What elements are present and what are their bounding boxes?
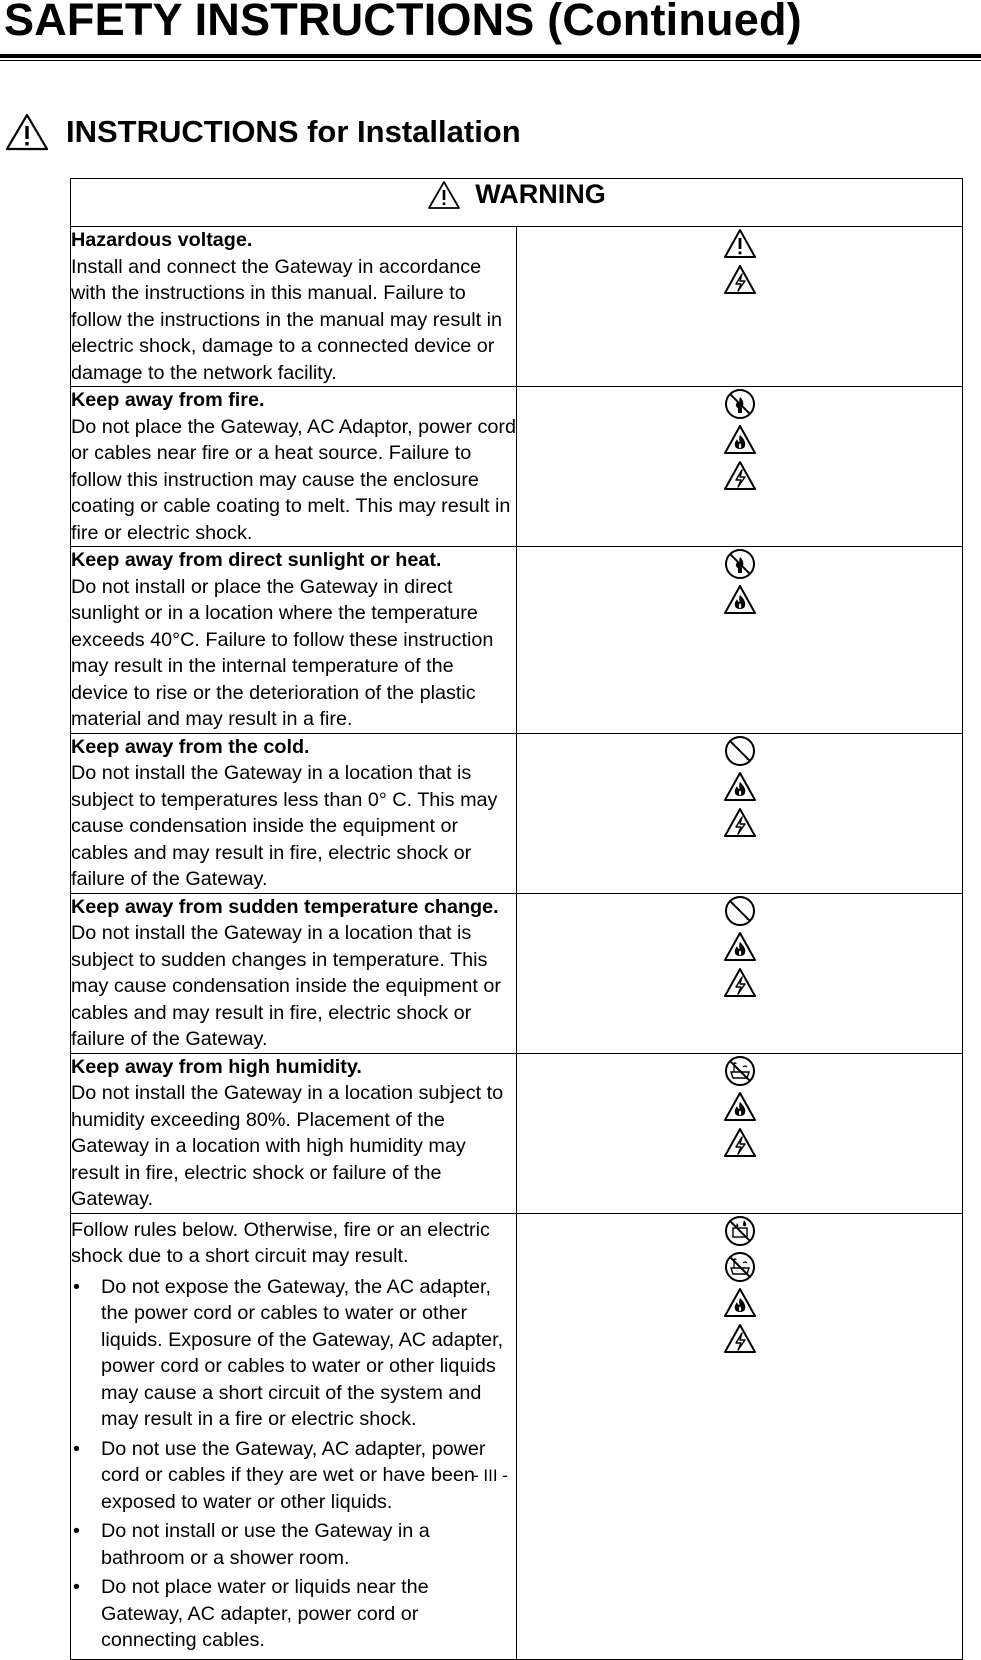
warning-table <box>70 178 963 1660</box>
table-row <box>71 893 963 1053</box>
row-icon-cell <box>517 547 963 734</box>
table-row <box>71 227 963 387</box>
no-water-icon <box>723 1214 757 1248</box>
title-rule-thin <box>0 60 981 61</box>
no-open-flame-icon <box>723 547 757 581</box>
row-body: Do not install the Gateway in a location that is subject to sudden changes in temperature. This may cause condensation inside the equipment or cables and may result in fire, electric shock or failure of the Gateway. <box>71 922 501 1050</box>
page-number: - III - <box>473 1466 508 1485</box>
electric-shock-icon <box>723 263 757 297</box>
no-bath-icon <box>723 1250 757 1284</box>
prohibition-icon <box>723 734 757 768</box>
list-item: • Do not use the Gateway, AC adapter, power cord or cables if they are wet or have been exposed to water or other liquids. <box>71 1436 516 1516</box>
row-body: Do not install the Gateway in a location that is subject to temperatures less than 0° C. This may cause condensation inside the equipment or cables and may result in fire, electric shock or failure of the Gateway. <box>71 762 498 890</box>
electric-shock-icon <box>723 966 757 1000</box>
warning-header <box>71 179 963 227</box>
row-text-cell <box>71 387 517 547</box>
row-title: Keep away from sudden temperature change. <box>71 895 499 918</box>
electric-shock-icon <box>723 1322 757 1356</box>
prohibition-icon <box>723 894 757 928</box>
row-title: Keep away from the cold. <box>71 735 310 758</box>
list-item: • Do not place water or liquids near the Gateway, AC adapter, power cord or connecting cables. <box>71 1574 516 1654</box>
no-open-flame-icon <box>723 387 757 421</box>
warning-triangle-icon <box>427 180 461 210</box>
row-text-cell <box>71 733 517 893</box>
row-text-cell <box>71 1213 517 1659</box>
row-body: Install and connect the Gateway in accordance with the instructions in this manual. Failure to follow the instructions in the manual may result in electric shock, damage to a connected device or damage to the network facility. <box>71 255 502 384</box>
electric-shock-icon <box>723 459 757 493</box>
row-intro: Follow rules below. Otherwise, fire or an electric shock due to a short circuit may result. <box>71 1218 490 1267</box>
row-title: Hazardous voltage. <box>71 229 253 251</box>
bullet-list <box>71 1274 516 1654</box>
row-text-cell <box>71 227 517 387</box>
table-row <box>71 1053 963 1213</box>
row-icon-cell <box>517 893 963 1053</box>
caution-triangle-icon <box>4 112 50 152</box>
row-body: Do not install or place the Gateway in direct sunlight or in a location where the temperature exceeds 40°C. Failure to follow these instruction may result in the internal temperature of the device to rise or the deterioration of the plastic material and may result in a fire. <box>71 575 494 730</box>
row-text-cell <box>71 547 517 734</box>
row-text-cell <box>71 1053 517 1213</box>
fire-hazard-icon <box>723 770 757 804</box>
list-item: • Do not expose the Gateway, the AC adapter, the power cord or cables to water or other liquids. Exposure of the Gateway, AC adapter, power cord or cables to water or other liquids may cause a short circuit of the system and may result in a fire or electric shock. <box>71 1274 516 1433</box>
list-item: • Do not install or use the Gateway in a bathroom or a shower room. <box>71 1518 516 1571</box>
row-body: Do not place the Gateway, AC Adaptor, power cord or cables near fire or a heat source. Failure to follow this instruction may cause the enclosure coating or cable coating to melt. This may result in fire or electric shock. <box>71 415 516 544</box>
row-body: Do not install the Gateway in a location subject to humidity exceeding 80%. Placement of the Gateway in a location with high humidity may result in fire, electric shock or failure of the Gateway. <box>71 1082 504 1210</box>
fire-hazard-icon <box>723 930 757 964</box>
row-icon-cell <box>517 1053 963 1213</box>
section-heading <box>4 112 521 152</box>
table-row <box>71 547 963 734</box>
table-row <box>71 1213 963 1659</box>
caution-triangle-icon <box>723 227 757 261</box>
row-icon-cell <box>517 387 963 547</box>
row-icon-cell <box>517 1213 963 1659</box>
row-title: Keep away from high humidity. <box>71 1055 362 1078</box>
title-rule <box>0 54 981 58</box>
warning-header-text: WARNING <box>475 179 606 209</box>
section-heading-text: INSTRUCTIONS for Installation <box>66 114 521 149</box>
table-row <box>71 733 963 893</box>
table-row <box>71 387 963 547</box>
electric-shock-icon <box>723 806 757 840</box>
row-title: Keep away from fire. <box>71 389 265 411</box>
fire-hazard-icon <box>723 583 757 617</box>
row-icon-cell <box>517 227 963 387</box>
row-text-cell <box>71 893 517 1053</box>
row-title: Keep away from direct sunlight or heat. <box>71 549 442 571</box>
fire-hazard-icon <box>723 1286 757 1320</box>
electric-shock-icon <box>723 1126 757 1160</box>
page-title: SAFETY INSTRUCTIONS (Continued) <box>4 0 802 45</box>
fire-hazard-icon <box>723 423 757 457</box>
no-bath-icon <box>723 1054 757 1088</box>
fire-hazard-icon <box>723 1090 757 1124</box>
row-icon-cell <box>517 733 963 893</box>
